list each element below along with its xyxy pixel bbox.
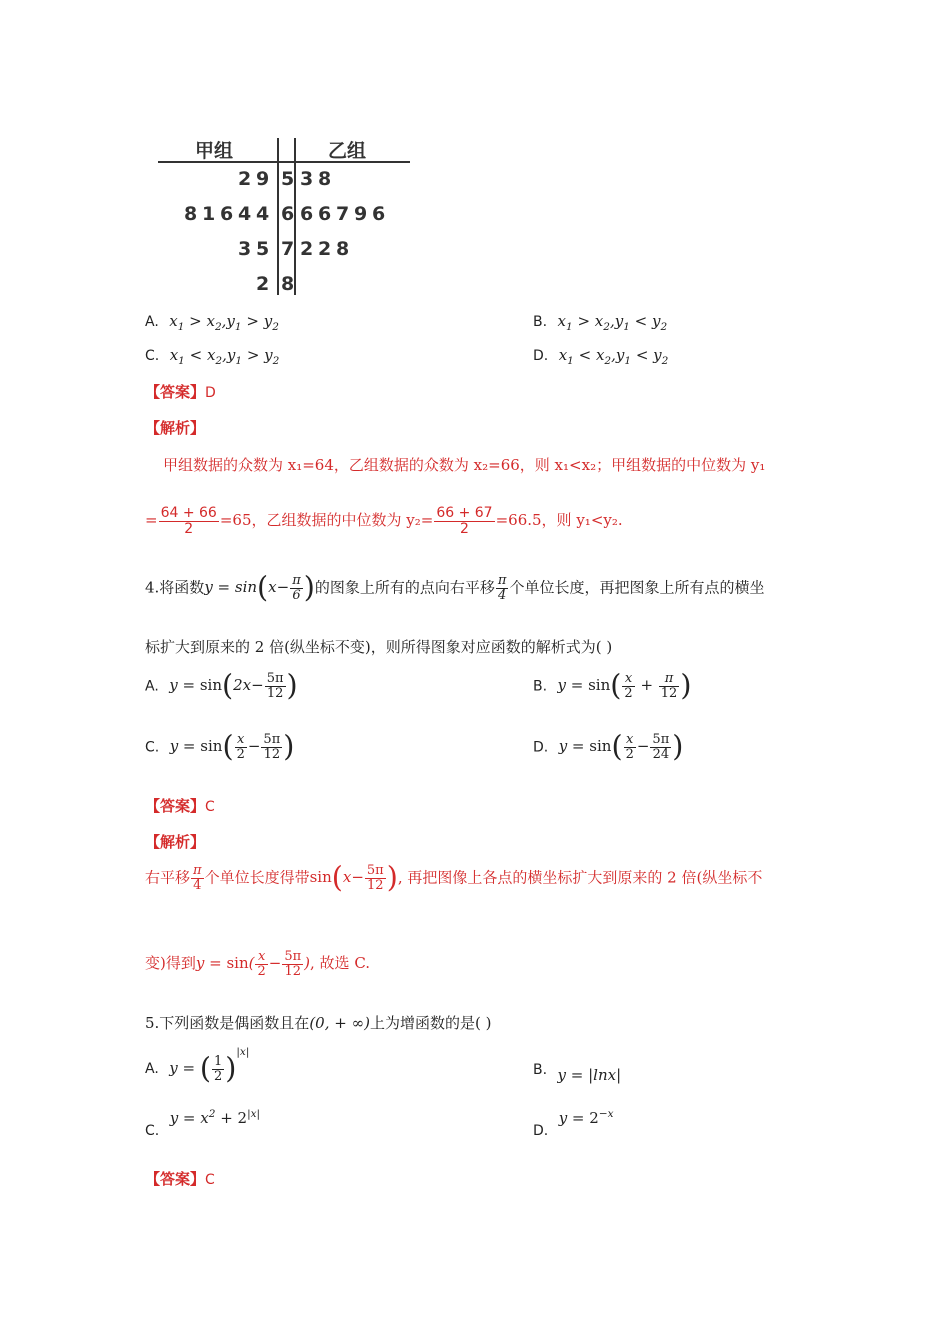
- q5-option-d[interactable]: D. $y = 2^{-x}$: [533, 1108, 614, 1139]
- stem-value: 5: [281, 168, 295, 190]
- stem-value: 8: [281, 273, 295, 295]
- left-leaf: 2: [256, 273, 270, 295]
- q4-analysis-tag: 【解析】: [145, 833, 206, 851]
- q5-option-b-math: y = |lnx|: [557, 1066, 622, 1084]
- q5-interval: (0, + ∞): [309, 1014, 370, 1032]
- q4-analysis-line1: 右平移 $\frac{\pi}{4}$ 个单位长度得带sin(x− $\frac{5\pi}{12}$ ), 再把图像上各点的横坐标扩大到原来的 2 倍(纵坐标不: [145, 861, 763, 894]
- q3-option-a-math: $x_1 > x_2,y_1 > y_2$: [169, 312, 279, 333]
- right-leaf: 8: [318, 168, 332, 190]
- right-leaf: 2: [300, 238, 314, 260]
- median-fraction-2: $\frac{66 + 67}{2}$: [436, 505, 493, 537]
- left-leaf: 1: [202, 203, 216, 225]
- right-leaf: 2: [318, 238, 332, 260]
- left-leaf: 3: [238, 238, 252, 260]
- q5-option-c[interactable]: C. $y = x^2 + 2^{|x|}$: [145, 1108, 261, 1139]
- q4-analysis-line2: 变)得到y = sin( $\frac{x}{2}$ − $\frac{5\pi}{12}$ ), 故选 C.: [145, 949, 371, 979]
- q4-option-a[interactable]: A. y = sin(2x− $\frac{5\pi}{12}$ ): [145, 669, 298, 702]
- q4-option-c-math: y = sin( $\frac{x}{2}$ − $\frac{5\pi}{12}$ ): [169, 730, 295, 763]
- right-leaf: 9: [354, 203, 368, 225]
- q3-option-d-math: $x_1 < x_2,y_1 < y_2$: [558, 346, 669, 367]
- stem-value: 6: [281, 203, 295, 225]
- q4-shift-fraction: $\frac{\pi}{4}$: [497, 573, 507, 603]
- q5-stem: 5.下列函数是偶函数且在(0, + ∞)上为增函数的是( ): [145, 1014, 492, 1032]
- right-leaf: 8: [336, 238, 350, 260]
- right-leaf: 6: [318, 203, 332, 225]
- q3-option-b-math: $x_1 > x_2,y_1 < y_2$: [557, 312, 668, 333]
- q5-option-b[interactable]: B. y = |lnx|: [533, 1062, 622, 1084]
- q5-option-a-math: y = ( $\frac{1}{2}$ )$^{|x|}$: [169, 1046, 250, 1085]
- q3-option-a[interactable]: A. $x_1 > x_2,y_1 > y_2$: [145, 312, 279, 333]
- q4-option-b[interactable]: B. y = sin( $\frac{x}{2}$ + $\frac{\pi}{12}$ ): [533, 669, 692, 702]
- right-group-header: 乙组: [328, 140, 367, 162]
- stem-leaf-plot: [150, 130, 415, 300]
- left-leaf: 4: [238, 203, 252, 225]
- q3-option-b[interactable]: B. $x_1 > x_2,y_1 < y_2$: [533, 312, 668, 333]
- q4-option-c[interactable]: C. y = sin( $\frac{x}{2}$ − $\frac{5\pi}{12}$ ): [145, 730, 295, 763]
- q4-option-d[interactable]: D. y = sin( $\frac{x}{2}$ − $\frac{5\pi}{24}$ ): [533, 730, 684, 763]
- stem-value: 7: [281, 238, 295, 260]
- q4-analysis-result: y = sin( $\frac{x}{2}$ − $\frac{5\pi}{12}$ ): [195, 949, 311, 979]
- right-leaf: 6: [300, 203, 314, 225]
- left-leaf: 2: [238, 168, 252, 190]
- left-leaf: 8: [184, 203, 198, 225]
- q3-option-c[interactable]: C. $x_1 < x_2,y_1 > y_2$: [145, 346, 280, 367]
- q5-option-c-math: $y = x^2 + 2^{|x|}$: [169, 1108, 261, 1127]
- q4-option-a-math: y = sin(2x− $\frac{5\pi}{12}$ ): [169, 669, 298, 702]
- q3-analysis-line2: = $\frac{64 + 66}{2}$ =65，乙组数据的中位数为 y₂= $\frac{66 + 67}{2}$ =66.5，则 y₁<y₂.: [145, 505, 623, 537]
- left-group-header: 甲组: [195, 140, 234, 162]
- left-leaf: 6: [220, 203, 234, 225]
- left-leaf: 4: [256, 203, 270, 225]
- q4-function: y = sin(x− $\frac{\pi}{6}$ ): [204, 571, 315, 604]
- q4-stem-line2: 标扩大到原来的 2 倍(纵坐标不变)，则所得图象对应函数的解析式为( ): [145, 638, 613, 656]
- q4-stem-line1: 4.将函数y = sin(x− $\frac{\pi}{6}$ )的图象上所有的点向右平移 $\frac{\pi}{4}$ 个单位长度，再把图象上所有点的横坐: [145, 571, 765, 604]
- right-leaf: 3: [300, 168, 314, 190]
- q4-analysis-intermediate: sin(x− $\frac{5\pi}{12}$ ): [309, 861, 398, 894]
- q3-answer: 【答案】D: [145, 383, 216, 401]
- right-leaf: 6: [372, 203, 386, 225]
- q4-option-b-math: y = sin( $\frac{x}{2}$ + $\frac{\pi}{12}$ ): [557, 669, 692, 702]
- q3-option-d[interactable]: D. $x_1 < x_2,y_1 < y_2$: [533, 346, 669, 367]
- q5-option-a[interactable]: A. y = ( $\frac{1}{2}$ )$^{|x|}$: [145, 1046, 250, 1085]
- q4-answer: 【答案】C: [145, 797, 215, 815]
- q4-option-d-math: y = sin( $\frac{x}{2}$ − $\frac{5\pi}{24}$ ): [558, 730, 684, 763]
- q3-analysis-tag: 【解析】: [145, 419, 206, 437]
- left-leaf: 9: [256, 168, 270, 190]
- q5-answer: 【答案】C: [145, 1170, 215, 1188]
- q3-option-c-math: $x_1 < x_2,y_1 > y_2$: [169, 346, 280, 367]
- left-leaf: 5: [256, 238, 270, 260]
- right-leaf: 7: [336, 203, 350, 225]
- median-fraction-1: $\frac{64 + 66}{2}$: [160, 505, 217, 537]
- q3-analysis-line1: 甲组数据的众数为 x₁=64，乙组数据的众数为 x₂=66，则 x₁<x₂；甲组数据的中位数为 y₁: [163, 456, 766, 474]
- q5-option-d-math: $y = 2^{-x}$: [558, 1108, 614, 1127]
